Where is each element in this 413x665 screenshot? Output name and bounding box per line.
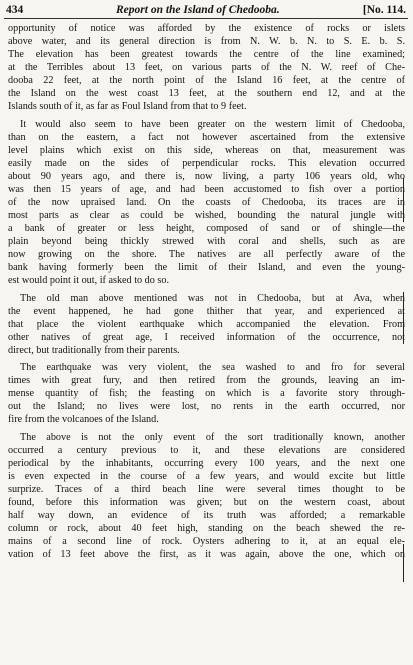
text-line: out the Island; no lives were lost, no rents in the earth occurred, nor <box>8 401 405 412</box>
text-line: the Island on the west coast 13 feet, at the southern end 12, and at the <box>8 88 405 99</box>
text-line: the event happened, he had gone thither that year, and experienced at <box>8 306 405 317</box>
margin-mark <box>403 544 404 582</box>
text-line: a bank of greater or less height, composed of sand or of shingle—the <box>8 223 405 234</box>
text-line: fire from the volcanoes of the Island. <box>8 414 159 425</box>
text-line: It would also seem to have been greater on the western limit of Chedooba, <box>20 119 405 130</box>
text-line: other natives of great age, I received information of the occurrence, not <box>8 332 405 343</box>
text-line: at the Terribles about 13 feet, on various parts of the N. W. reef of Che- <box>8 62 405 73</box>
text-line: opportunity of notice was afforded by the existence of rocks or islets <box>8 23 405 34</box>
text-line: most parts as clear as could be wished, bounding the natural jungle with <box>8 210 405 221</box>
text-line: direct, but traditionally from their parents. <box>8 345 180 356</box>
text-line: found, before this information was given; but on the western coast, about <box>8 497 405 508</box>
text-line: occurred a century previous to it, and these elevations are considered <box>8 445 405 456</box>
header-rule <box>4 18 408 19</box>
page-header <box>6 2 406 18</box>
text-line: The old man above mentioned was not in Chedooba, but at Ava, when <box>20 293 405 304</box>
text-line: periodical by the inhabitants, occurring every 100 years, and the next one <box>8 458 405 469</box>
text-line: than on the eastern, a fact not however ascertained from the extensive <box>8 132 405 143</box>
text-line: now growing on the shore. The natives are all perfectly aware of the <box>8 249 405 260</box>
text-line: bank having formerly been the limit of their Island, and even the young- <box>8 262 405 273</box>
text-line: half way down, an evidence of its truth was afforded; a remarkable <box>8 510 405 521</box>
margin-mark <box>403 292 404 344</box>
text-line: above water, and its general direction is from N. W. b. N. to S. E. b. S. <box>8 36 405 47</box>
text-line: est would point it out, if asked to do so. <box>8 275 170 286</box>
text-line: surprize. Traces of a third beach line were several times thought to be <box>8 484 405 495</box>
text-line: Islands south of it, as far as Foul Island from that to 9 feet. <box>8 101 247 112</box>
text-line: of the now upraised land. On the coasts of Chedooba, its traces are in <box>8 197 405 208</box>
text-line: level plains which exist on this side, whereas on that, measurement was <box>8 145 405 156</box>
text-line: The earthquake was very violent, the sea washed to and fro for several <box>20 362 405 373</box>
text-line: easily made on the sides of perpendicular rocks. This elevation occurred <box>8 158 405 169</box>
text-line: column or rock, about 40 feet high, standing on the beach shewed the re- <box>8 523 405 534</box>
text-line: The above is not the only event of the sort traditionally known, another <box>20 432 405 443</box>
text-line: that place the violent earthquake which accompanied the elevation. From <box>8 319 405 330</box>
page-number: 434 <box>6 4 24 16</box>
text-line: is even expected in the course of a few years, and would excite but little <box>8 471 405 482</box>
text-line: vation of 13 feet above the first, as it was again, above the one, which on <box>8 549 405 560</box>
text-line: was then 15 years of age, and had been accustomed to fish over a portion <box>8 184 405 195</box>
text-line: times with great fury, and then retired from the grounds, leaving an im- <box>8 375 405 386</box>
margin-mark <box>403 178 404 222</box>
text-line: dooba 22 feet, at the north point of the Island 16 feet, at the centre of <box>8 75 405 86</box>
text-line: mense quantity of fish; the feasting on which is a favorite story through- <box>8 388 405 399</box>
text-line: mains of a second line of rock. Oysters adhering to it, at an equal ele- <box>8 536 405 547</box>
text-line: The elevation has been greatest towards the centre of the line examined; <box>8 49 405 60</box>
running-title: Report on the Island of Chedooba. <box>116 4 280 16</box>
text-line: about 90 years ago, and there is, now living, a party 106 years old, who <box>8 171 405 182</box>
text-line: plain beyond being thickly strewed with coral and shells, such as are <box>8 236 405 247</box>
article-number: [No. 114. <box>362 4 406 16</box>
